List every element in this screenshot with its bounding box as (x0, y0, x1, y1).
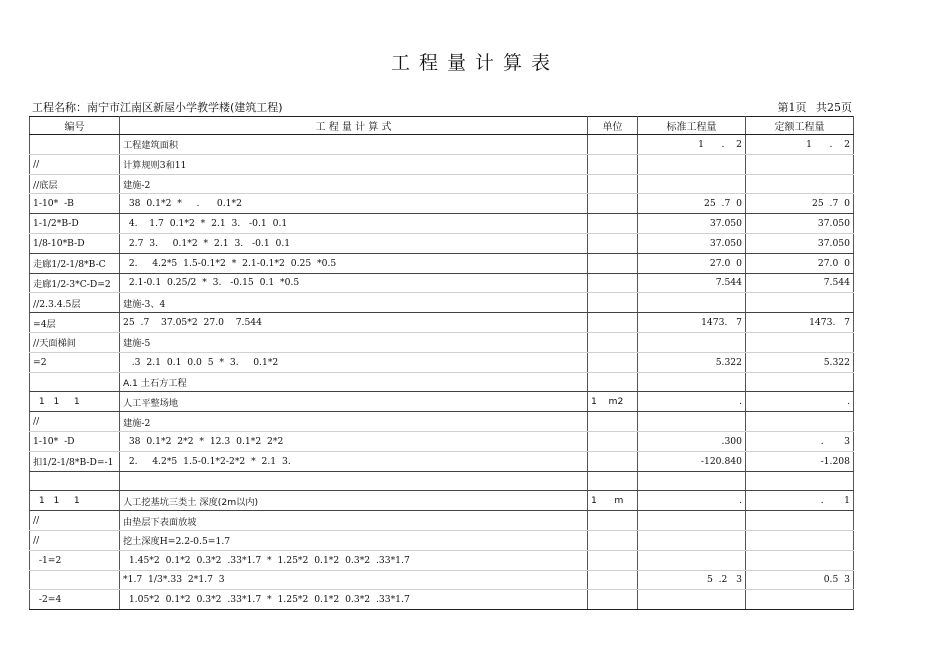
cell-quota-qty: 37.050 (746, 233, 854, 253)
cell-quota-qty: . (746, 392, 854, 412)
cell-formula: 2. 4.2*5 1.5-0.1*2-2*2 * 2.1 3. (120, 451, 588, 471)
cell-quota-qty (746, 372, 854, 392)
table-row (30, 372, 854, 392)
page-number: 第1页 共25页 (777, 101, 852, 114)
table-row (30, 233, 854, 253)
cell-formula: 25 .7 37.05*2 27.0 7.544 (120, 313, 588, 333)
cell-standard-qty: -120.840 (638, 451, 746, 471)
cell-formula: .3 2.1 0.1 0.0 5 * 3. 0.1*2 (120, 352, 588, 372)
cell-quota-qty (746, 154, 854, 174)
cell-quota-qty: . 1 (746, 491, 854, 511)
table-row (30, 550, 854, 570)
cell-standard-qty (638, 511, 746, 531)
cell-standard-qty: .300 (638, 431, 746, 451)
cell-code: 1-10* -D (30, 431, 120, 451)
cell-unit (588, 431, 638, 451)
cell-quota-qty: 5.322 (746, 352, 854, 372)
cell-unit (588, 332, 638, 352)
cell-quota-qty (746, 530, 854, 550)
cell-unit (588, 313, 638, 333)
cell-standard-qty: 27.0 0 (638, 253, 746, 273)
cell-code: //天面梯间 (30, 332, 120, 352)
cell-code (30, 471, 120, 491)
cell-unit (588, 352, 638, 372)
cell-code (30, 570, 120, 590)
cell-unit (588, 293, 638, 313)
cell-formula: 2.7 3. 0.1*2 * 2.1 3. -0.1 0.1 (120, 233, 588, 253)
calculation-table (29, 116, 854, 610)
cell-code: //底层 (30, 174, 120, 194)
cell-standard-qty: 1473. 7 (638, 313, 746, 333)
cell-quota-qty: 0.5 3 (746, 570, 854, 590)
cell-formula: 2.1-0.1 0.25/2 * 3. -0.15 0.1 *0.5 (120, 273, 588, 293)
cell-quota-qty: 25 .7 0 (746, 194, 854, 214)
cell-unit (588, 511, 638, 531)
cell-code: // (30, 154, 120, 174)
cell-quota-qty: 7.544 (746, 273, 854, 293)
header-row (30, 117, 854, 135)
cell-standard-qty (638, 471, 746, 491)
cell-quota-qty (746, 471, 854, 491)
cell-standard-qty: . (638, 491, 746, 511)
table-row (30, 135, 854, 155)
cell-standard-qty (638, 530, 746, 550)
cell-quota-qty (746, 332, 854, 352)
cell-standard-qty: . (638, 392, 746, 412)
cell-code: 走廊1/2-1/8*B-C (30, 253, 120, 273)
cell-code: 1-1/2*B-D (30, 214, 120, 234)
cell-standard-qty (638, 332, 746, 352)
cell-standard-qty: 37.050 (638, 214, 746, 234)
cell-unit (588, 372, 638, 392)
sheet-title: 工程量计算表 (390, 52, 559, 74)
cell-unit (588, 530, 638, 550)
table-row (30, 194, 854, 214)
cell-code: // (30, 530, 120, 550)
cell-quota-qty (746, 174, 854, 194)
cell-unit (588, 412, 638, 432)
cell-unit: 1 m2 (588, 392, 638, 412)
cell-quota-qty (746, 511, 854, 531)
table-row (30, 154, 854, 174)
cell-formula: 人工平整场地 (120, 392, 588, 412)
cell-code (30, 372, 120, 392)
cell-quota-qty: 37.050 (746, 214, 854, 234)
cell-unit (588, 253, 638, 273)
cell-standard-qty: 7.544 (638, 273, 746, 293)
col-header-code: 编号 (30, 117, 120, 135)
cell-unit (588, 570, 638, 590)
cell-code: 1-10* -B (30, 194, 120, 214)
cell-quota-qty: 27.0 0 (746, 253, 854, 273)
cell-quota-qty: -1.208 (746, 451, 854, 471)
table-row (30, 570, 854, 590)
cell-code: 1 1 1 (30, 392, 120, 412)
col-header-unit: 单位 (588, 117, 638, 135)
cell-formula: *1.7 1/3*.33 2*1.7 3 (120, 570, 588, 590)
cell-unit (588, 550, 638, 570)
table-row (30, 511, 854, 531)
cell-code: 走廊1/2-3*C-D=2 (30, 273, 120, 293)
cell-formula: A.1 土石方工程 (120, 372, 588, 392)
cell-standard-qty: 5 .2 3 (638, 570, 746, 590)
table-row (30, 174, 854, 194)
table-row (30, 352, 854, 372)
table-row (30, 253, 854, 273)
cell-unit (588, 214, 638, 234)
table-row (30, 293, 854, 313)
cell-formula: 挖土深度H=2.2-0.5=1.7 (120, 530, 588, 550)
cell-standard-qty (638, 154, 746, 174)
cell-quota-qty (746, 550, 854, 570)
cell-quota-qty: . 3 (746, 431, 854, 451)
table-body (30, 135, 854, 610)
cell-code: 扣1/2-1/8*B-D=-1 (30, 451, 120, 471)
cell-formula: 计算规则3和11 (120, 154, 588, 174)
cell-code: -1=2 (30, 550, 120, 570)
table-row (30, 530, 854, 550)
cell-standard-qty: 1 . 2 (638, 135, 746, 155)
cell-formula: 38 0.1*2 2*2 * 12.3 0.1*2 2*2 (120, 431, 588, 451)
cell-quota-qty (746, 590, 854, 610)
cell-formula: 38 0.1*2 * . 0.1*2 (120, 194, 588, 214)
cell-formula: 由垫层下表面放坡 (120, 511, 588, 531)
table-row (30, 332, 854, 352)
cell-unit (588, 174, 638, 194)
table-row (30, 214, 854, 234)
cell-formula: 建施-3、4 (120, 293, 588, 313)
table-row (30, 412, 854, 432)
cell-quota-qty (746, 412, 854, 432)
cell-formula: 建施-5 (120, 332, 588, 352)
table-row (30, 392, 854, 412)
cell-code: //2.3.4.5层 (30, 293, 120, 313)
table-row (30, 590, 854, 610)
table-row (30, 471, 854, 491)
cell-formula: 1.45*2 0.1*2 0.3*2 .33*1.7 * 1.25*2 0.1*2 0.3*2 .33*1.7 (120, 550, 588, 570)
table-row (30, 313, 854, 333)
cell-unit (588, 590, 638, 610)
cell-unit (588, 154, 638, 174)
cell-code: =2 (30, 352, 120, 372)
cell-unit (588, 451, 638, 471)
cell-formula: 工程建筑面积 (120, 135, 588, 155)
cell-code: // (30, 511, 120, 531)
cell-code: -2=4 (30, 590, 120, 610)
cell-code: // (30, 412, 120, 432)
cell-code: 1 1 1 (30, 491, 120, 511)
col-header-formula: 工 程 量 计 算 式 (120, 117, 588, 135)
table-row (30, 491, 854, 511)
cell-standard-qty: 25 .7 0 (638, 194, 746, 214)
cell-standard-qty: 5.322 (638, 352, 746, 372)
cell-unit (588, 471, 638, 491)
cell-standard-qty (638, 412, 746, 432)
cell-standard-qty (638, 293, 746, 313)
cell-standard-qty (638, 590, 746, 610)
col-header-standard-qty: 标准工程量 (638, 117, 746, 135)
cell-code: =4层 (30, 313, 120, 333)
cell-formula: 人工挖基坑三类土 深度(2m以内) (120, 491, 588, 511)
cell-unit (588, 194, 638, 214)
cell-standard-qty: 37.050 (638, 233, 746, 253)
cell-unit (588, 135, 638, 155)
cell-quota-qty: 1 . 2 (746, 135, 854, 155)
cell-formula: 2. 4.2*5 1.5-0.1*2 * 2.1-0.1*2 0.25 *0.5 (120, 253, 588, 273)
cell-quota-qty (746, 293, 854, 313)
project-name: 工程名称：南宁市江南区新屋小学教学楼(建筑工程) (32, 101, 283, 114)
cell-formula: 1.05*2 0.1*2 0.3*2 .33*1.7 * 1.25*2 0.1*2 0.3*2 .33*1.7 (120, 590, 588, 610)
cell-formula (120, 471, 588, 491)
cell-unit (588, 233, 638, 253)
col-header-quota-qty: 定额工程量 (746, 117, 854, 135)
table-row (30, 451, 854, 471)
cell-formula: 4. 1.7 0.1*2 * 2.1 3. -0.1 0.1 (120, 214, 588, 234)
cell-standard-qty (638, 372, 746, 392)
cell-code: 1/8-10*B-D (30, 233, 120, 253)
cell-formula: 建施-2 (120, 174, 588, 194)
cell-code (30, 135, 120, 155)
cell-formula: 建施-2 (120, 412, 588, 432)
table-row (30, 431, 854, 451)
table-row (30, 273, 854, 293)
cell-unit (588, 273, 638, 293)
cell-standard-qty (638, 550, 746, 570)
cell-standard-qty (638, 174, 746, 194)
cell-quota-qty: 1473. 7 (746, 313, 854, 333)
cell-unit: 1 m (588, 491, 638, 511)
